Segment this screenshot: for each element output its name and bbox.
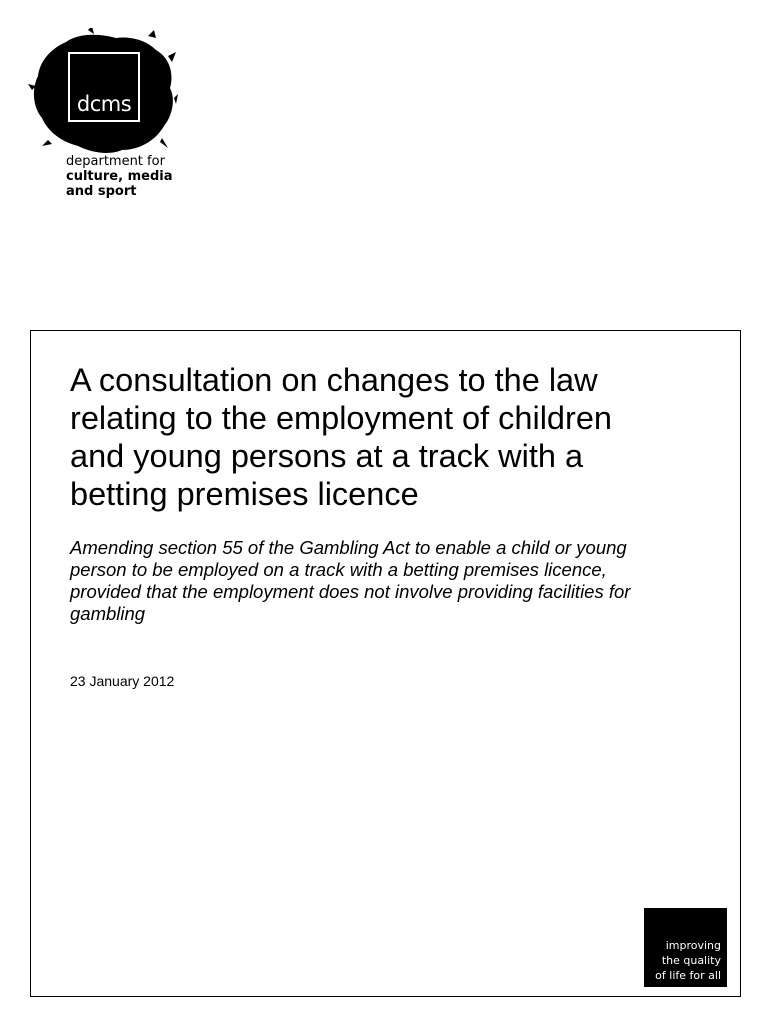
tagline-line-2: the quality	[661, 954, 721, 967]
department-line-1: department for	[66, 154, 165, 169]
title-line-4: betting premises licence	[70, 476, 419, 512]
subtitle-line-2: person to be employed on a track with a betting premises licence,	[70, 559, 607, 580]
department-line-3: and sport	[66, 184, 137, 199]
cover-panel	[30, 330, 741, 997]
dcms-logo	[28, 28, 178, 156]
tagline-line-3: of life for all	[655, 969, 721, 982]
title-line-1: A consultation on changes to the law	[70, 362, 598, 398]
department-name	[66, 154, 172, 199]
department-line-2: culture, media	[66, 169, 173, 184]
publication-date: 23 January 2012	[70, 673, 175, 689]
tagline-line-1: improving	[665, 939, 721, 952]
tagline-badge	[644, 908, 727, 987]
logo-wordmark: dcms	[76, 92, 132, 116]
document-title	[70, 361, 710, 513]
title-line-3: and young persons at a track with a	[70, 438, 584, 474]
subtitle-line-4: gambling	[70, 603, 146, 624]
title-line-2: relating to the employment of children	[70, 400, 612, 436]
document-subtitle	[70, 537, 720, 625]
subtitle-line-3: provided that the employment does not involve providing facilities for	[70, 581, 631, 602]
subtitle-line-1: Amending section 55 of the Gambling Act to enable a child or young	[70, 537, 627, 558]
